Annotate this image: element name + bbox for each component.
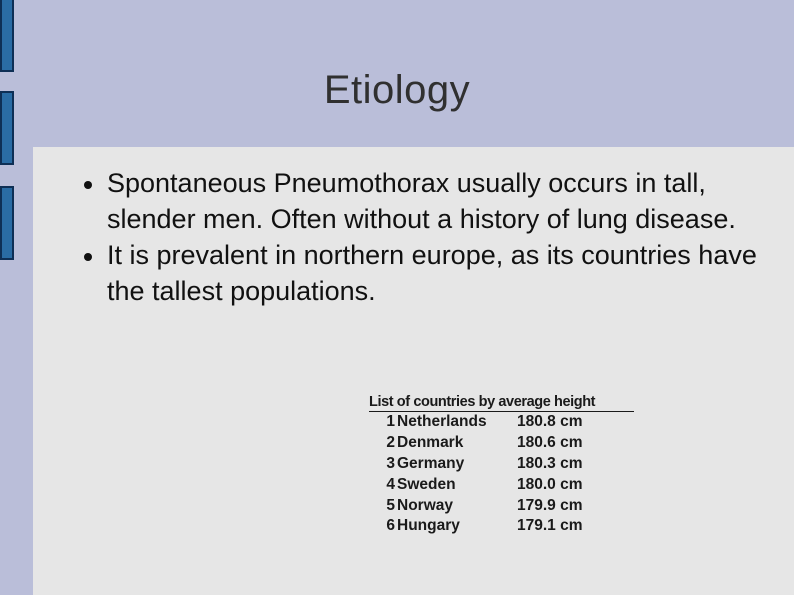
rank-cell: 3: [386, 454, 395, 472]
table-row: [369, 454, 634, 475]
table-row: [369, 474, 634, 495]
bullet-text: It is prevalent in northern europe, as its countries have the tallest populations.: [107, 240, 757, 306]
bullet-dot-icon: [84, 253, 92, 261]
bullet-item: [84, 237, 764, 309]
rank-cell: 5: [386, 496, 395, 514]
country-cell: Sweden: [397, 475, 456, 493]
height-cell: 179.1 cm: [517, 517, 583, 535]
country-cell: Hungary: [397, 517, 460, 535]
side-bar-decoration-3: [0, 186, 14, 260]
rank-cell: 1: [386, 413, 395, 431]
table-row: [369, 495, 634, 516]
country-cell: Germany: [397, 454, 465, 472]
country-cell: Denmark: [397, 434, 464, 452]
rank-cell: 6: [386, 517, 395, 535]
rank-cell: 4: [386, 475, 395, 493]
table-row: [369, 433, 634, 454]
country-cell: Netherlands: [397, 413, 487, 431]
bullet-text: Spontaneous Pneumothorax usually occurs in tall, slender men. Often without a history of lung disease.: [107, 168, 736, 234]
height-cell: 180.3 cm: [517, 454, 583, 472]
country-cell: Norway: [397, 496, 453, 514]
height-cell: 180.8 cm: [517, 413, 583, 431]
height-cell: 180.0 cm: [517, 475, 583, 493]
table-row: [369, 412, 634, 433]
table-row: [369, 516, 634, 537]
height-cell: 180.6 cm: [517, 434, 583, 452]
side-bar-decoration-1: [0, 0, 14, 72]
height-table-image: [369, 394, 634, 537]
bullet-item: [84, 165, 764, 237]
rank-cell: 2: [386, 434, 395, 452]
height-cell: 179.9 cm: [517, 496, 583, 514]
bullet-list: [84, 165, 764, 309]
slide-title: Etiology: [323, 68, 471, 112]
table-header: List of countries by average height: [369, 394, 634, 412]
bullet-dot-icon: [84, 181, 92, 189]
